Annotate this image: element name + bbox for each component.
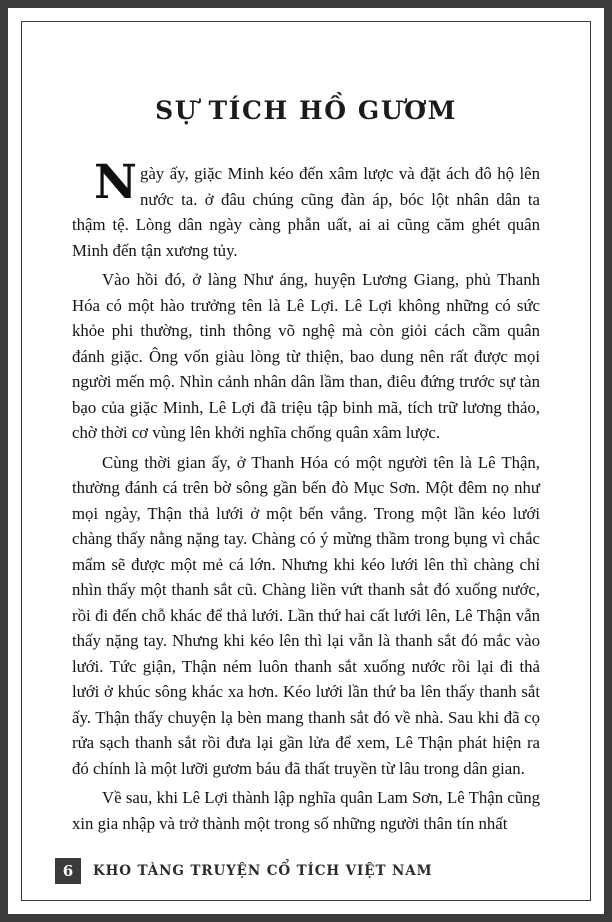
page-content <box>72 96 540 856</box>
paragraph-1 <box>72 155 540 263</box>
drop-cap: N <box>94 155 137 210</box>
paragraph-1-text: gày ấy, giặc Minh kéo đến xâm lược và đặt ách đô hộ lên nước ta. ở đâu chúng cũng đàn áp, bóc lột nhân dân ta thậm tệ. Lòng dân ngày càng phẫn uất, ai ai cũng căm ghét quân Minh đến tận xương tủy. <box>72 164 540 260</box>
page-footer <box>55 858 432 884</box>
paragraph-4: Về sau, khi Lê Lợi thành lập nghĩa quân Lam Sơn, Lê Thận cũng xin gia nhập và trở thành một trong số những người thân tín nhất <box>72 788 540 833</box>
page-title: SỰ TÍCH HỒ GƯƠM <box>155 96 457 125</box>
paragraph-3: Cùng thời gian ấy, ở Thanh Hóa có một người tên là Lê Thận, thường đánh cá trên bờ sông gần bến đò Mục Sơn. Một đêm nọ như mọi ngày, Thận thả lưới ở một bến vắng. Trong một lần kéo lưới chàng thấy nằng nặng tay. Chàng có ý mừng thầm trong bụng vì chắc mẩm sẽ được một mẻ cá lớn. Nhưng khi kéo lưới lên thì chàng chỉ nhìn thấy một thanh sắt cũ. Chàng liền vứt thanh sắt đó xuống nước, rồi đi đến chỗ khác để thả lưới. Lần thứ hai cất lưới lên, Lê Thận vẫn thấy nặng tay. Nhưng khi kéo lên thì lại vẫn là thanh sắt đó mắc vào lưới. Tức giận, Thận ném luôn thanh sắt xuống nước rồi lại đi thả lưới ở khúc sông khác xa hơn. Kéo lưới lần thứ ba lên thấy thanh sắt ấy. Thận thấy chuyện lạ bèn mang thanh sắt đó về nhà. Sau khi đã cọ rửa sạch thanh sắt rồi đưa lại gần lửa để xem, Lê Thận phát hiện ra đó chính là một lưỡi gươm báu đã thất truyền từ lâu trong dân gian. <box>72 452 540 778</box>
page-number: 6 <box>55 858 81 884</box>
footer-book-title: KHO TÀNG TRUYỆN CỔ TÍCH VIỆT NAM <box>93 863 433 879</box>
paragraph-2: Vào hồi đó, ở làng Như áng, huyện Lương Giang, phủ Thanh Hóa có một hào trưởng tên là Lê Lợi. Lê Lợi không những có sức khỏe phi thường, tinh thông võ nghệ mà còn giỏi cách cầm quân đánh giặc. Ông vốn giàu lòng từ thiện, bao dung nên rất được mọi người mến mộ. Nhìn cảnh nhân dân lầm than, điêu đứng trước sự tàn bạo của giặc Minh, Lê Lợi đã triệu tập binh mã, tích trữ lương thảo, chờ thời cơ vùng lên khởi nghĩa chống quân xâm lược. <box>72 270 540 442</box>
